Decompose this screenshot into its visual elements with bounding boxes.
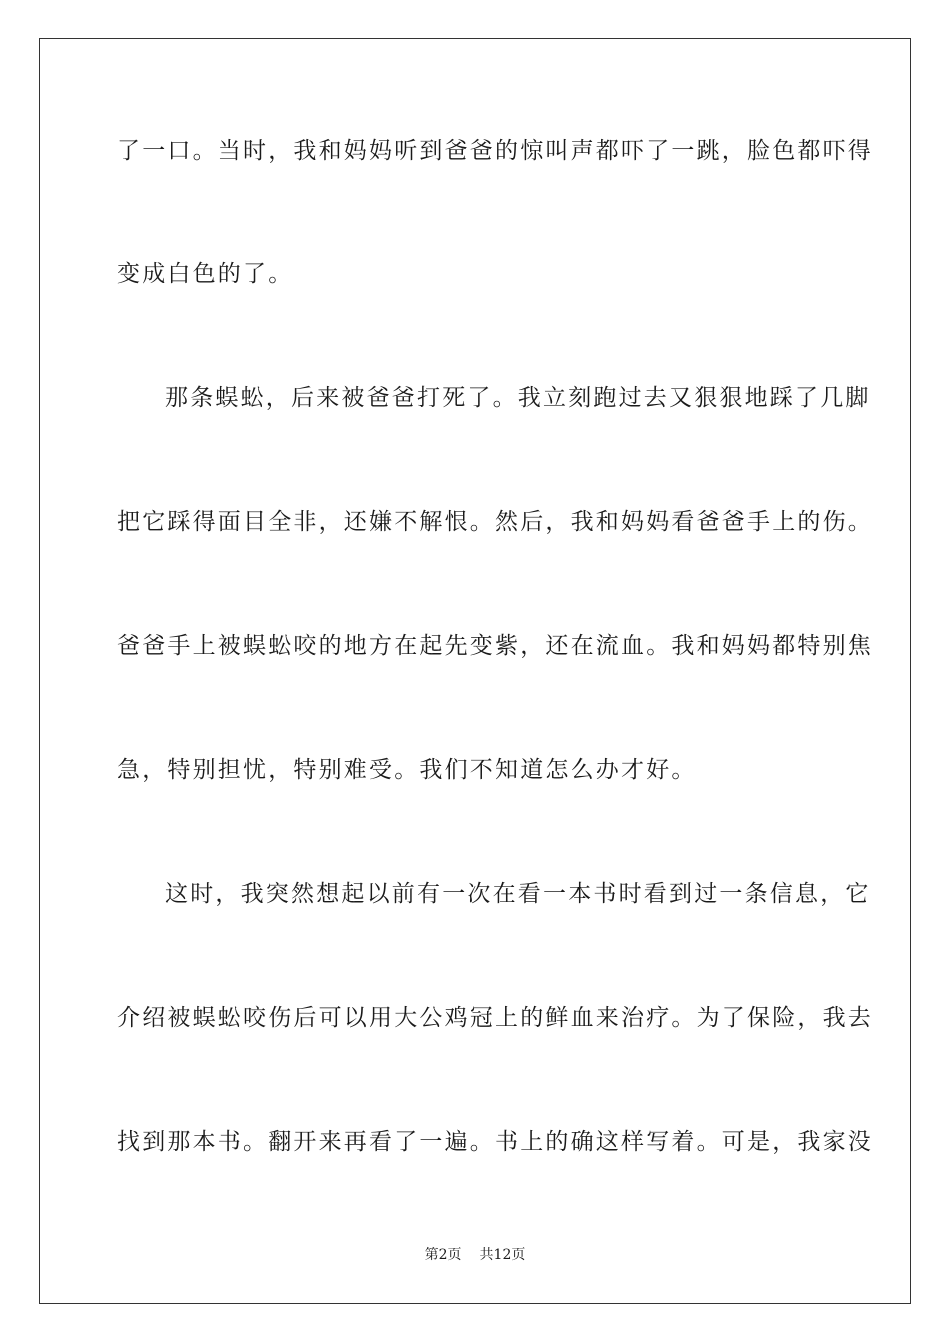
- text-line-8: 介绍被蜈蚣咬伤后可以用大公鸡冠上的鲜血来治疗。为了保险，我去: [117, 1005, 873, 1031]
- text-line-7: 这时，我突然想起以前有一次在看一本书时看到过一条信息，它: [165, 881, 871, 907]
- text-line-5: 爸爸手上被蜈蚣咬的地方在起先变紫，还在流血。我和妈妈都特别焦: [117, 633, 873, 659]
- text-line-4: 把它踩得面目全非，还嫌不解恨。然后，我和妈妈看爸爸手上的伤。: [117, 509, 873, 535]
- text-line-9: 找到那本书。翻开来再看了一遍。书上的确这样写着。可是，我家没: [117, 1129, 873, 1155]
- text-line-3: 那条蜈蚣，后来被爸爸打死了。我立刻跑过去又狠狠地踩了几脚: [165, 385, 871, 411]
- page-number: 第2页: [424, 1247, 462, 1263]
- page-footer: [0, 1246, 950, 1264]
- page-total: 共12页: [479, 1247, 526, 1263]
- text-line-6: 急，特别担忧，特别难受。我们不知道怎么办才好。: [117, 757, 697, 783]
- text-line-1: 了一口。当时，我和妈妈听到爸爸的惊叫声都吓了一跳，脸色都吓得: [117, 138, 873, 164]
- text-line-2: 变成白色的了。: [117, 261, 294, 287]
- page-border: [39, 38, 911, 1304]
